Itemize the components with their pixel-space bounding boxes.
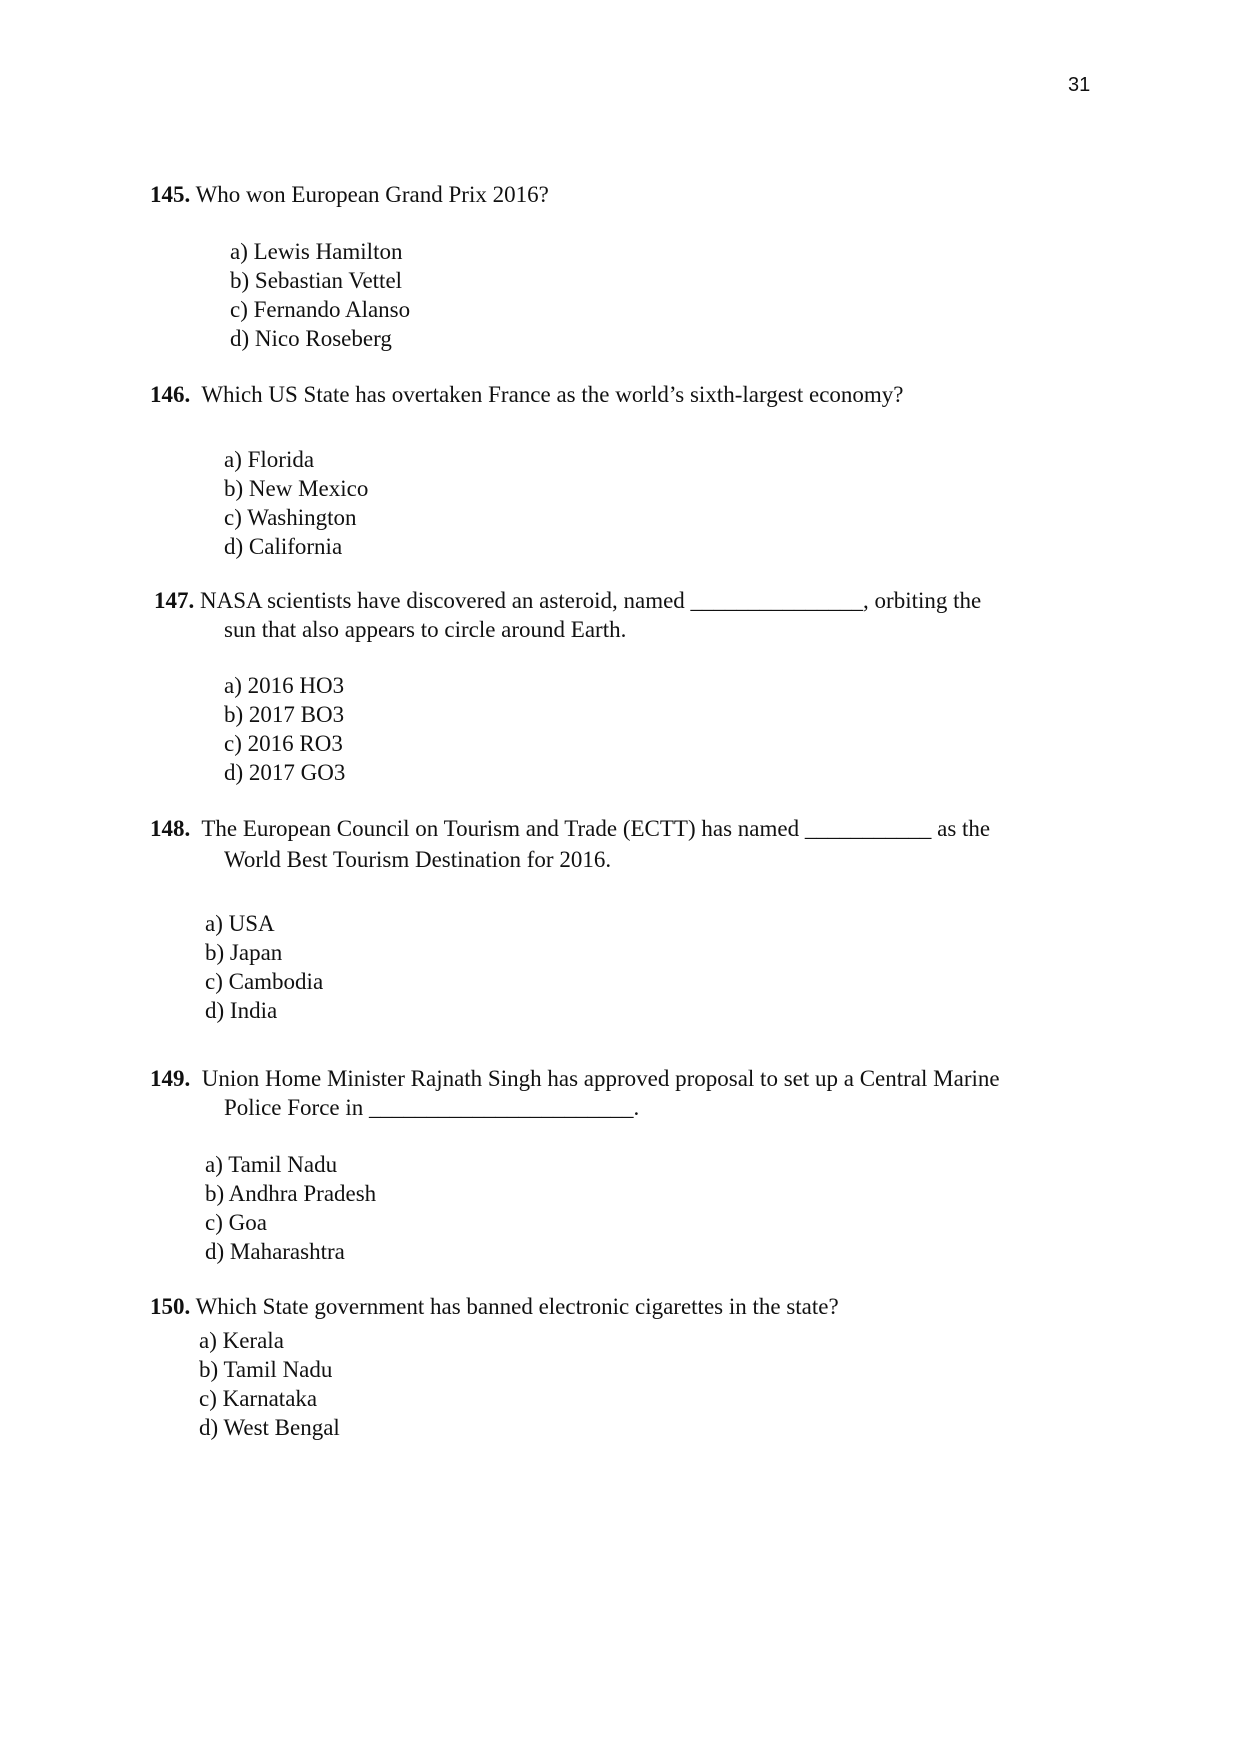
question-text [150, 380, 904, 409]
question-prompt: NASA scientists have discovered an asteroid, named _______________, orbiting the [200, 588, 982, 613]
option-d: d) California [224, 534, 343, 559]
option-a: a) Kerala [199, 1328, 284, 1353]
question-prompt: Which US State has overtaken France as the world’s sixth-largest economy? [201, 382, 904, 407]
option-b: b) Japan [205, 940, 283, 965]
question-continuation: World Best Tourism Destination for 2016. [224, 847, 612, 872]
option-list [224, 445, 368, 561]
option-d: d) 2017 GO3 [224, 760, 346, 785]
question-prompt: The European Council on Tourism and Trade (ECTT) has named ___________ as the [201, 816, 991, 841]
option-a: a) Lewis Hamilton [230, 239, 403, 264]
question-number: 147. [154, 588, 195, 613]
question-text [150, 1292, 839, 1321]
question-text [150, 814, 990, 843]
option-b: b) 2017 BO3 [224, 702, 345, 727]
option-a: a) Florida [224, 447, 315, 472]
option-b: b) Tamil Nadu [199, 1357, 333, 1382]
option-d: d) Nico Roseberg [230, 326, 392, 351]
question-text [150, 180, 549, 209]
question-prompt: Which State government has banned electronic cigarettes in the state? [195, 1294, 839, 1319]
option-a: a) USA [205, 911, 275, 936]
option-a: a) 2016 HO3 [224, 673, 345, 698]
option-c: c) Goa [205, 1210, 267, 1235]
option-d: d) West Bengal [199, 1415, 340, 1440]
question-prompt: Who won European Grand Prix 2016? [195, 182, 549, 207]
question-number: 150. [150, 1294, 191, 1319]
question-prompt: Union Home Minister Rajnath Singh has approved proposal to set up a Central Marine [201, 1066, 1000, 1091]
option-b: b) Sebastian Vettel [230, 268, 403, 293]
page-number: 31 [1068, 74, 1091, 96]
option-list [205, 1150, 376, 1266]
option-c: c) 2016 RO3 [224, 731, 343, 756]
question-number: 149. [150, 1066, 191, 1091]
question-continuation: Police Force in _______________________. [224, 1095, 640, 1120]
question-number: 148. [150, 816, 191, 841]
option-list [199, 1326, 340, 1442]
option-list [230, 237, 410, 353]
option-b: b) Andhra Pradesh [205, 1181, 377, 1206]
option-a: a) Tamil Nadu [205, 1152, 338, 1177]
option-d: d) Maharashtra [205, 1239, 345, 1264]
question-text [150, 1064, 1000, 1093]
option-d: d) India [205, 998, 278, 1023]
option-c: c) Karnataka [199, 1386, 318, 1411]
option-c: c) Washington [224, 505, 357, 530]
question-number: 145. [150, 182, 191, 207]
option-c: c) Fernando Alanso [230, 297, 411, 322]
question-number: 146. [150, 382, 191, 407]
option-list [224, 671, 345, 787]
option-c: c) Cambodia [205, 969, 324, 994]
option-list [205, 909, 323, 1025]
question-continuation: sun that also appears to circle around Earth. [224, 617, 627, 642]
question-text [154, 586, 981, 615]
option-b: b) New Mexico [224, 476, 369, 501]
